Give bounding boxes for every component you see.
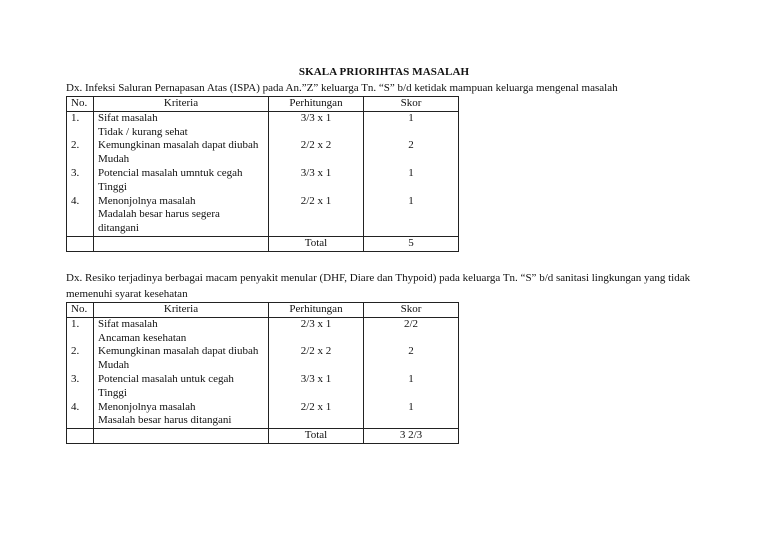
table-row-sub <box>67 332 459 346</box>
table-row-sub <box>67 153 459 167</box>
diagnosis-2 <box>66 270 716 302</box>
row-skor: 2 <box>364 139 459 153</box>
row-skor: 1 <box>364 195 459 209</box>
table-total-row <box>67 236 459 251</box>
row-sub: Mudah <box>94 359 269 373</box>
table-row <box>67 139 459 153</box>
row-no: 4. <box>67 195 94 209</box>
row-kriteria: Sifat masalah <box>94 317 269 331</box>
header-kriteria: Kriteria <box>94 303 269 318</box>
row-sub: Madalah besar harus segera <box>94 208 269 222</box>
row-perhitungan: 2/2 x 1 <box>269 195 364 209</box>
page-title: SKALA PRIORIHTAS MASALAH <box>298 66 470 78</box>
row-kriteria: Menonjolnya masalah <box>94 401 269 415</box>
row-sub: Masalah besar harus ditangani <box>94 414 269 428</box>
table-row-sub <box>67 181 459 195</box>
row-no: 3. <box>67 167 94 181</box>
row-no: 1. <box>67 317 94 331</box>
table-row <box>67 401 459 415</box>
row-kriteria: Menonjolnya masalah <box>94 195 269 209</box>
total-value: 3 2/3 <box>364 429 459 444</box>
table-row <box>67 111 459 125</box>
row-no: 1. <box>67 111 94 125</box>
diagnosis-1: Dx. Infeksi Saluran Pernapasan Atas (ISPA) pada An.”Z” keluarga Tn. “S” b/d ketidak mampuan keluarga mengenal masalah <box>66 82 618 94</box>
row-perhitungan: 3/3 x 1 <box>269 167 364 181</box>
row-skor: 2 <box>364 345 459 359</box>
row-no: 3. <box>67 373 94 387</box>
total-label: Total <box>269 429 364 444</box>
row-sub-2: ditangani <box>94 222 269 236</box>
row-kriteria: Potencial masalah umntuk cegah <box>94 167 269 181</box>
priority-table-1 <box>66 96 459 252</box>
diagnosis-2-line-1: Dx. Resiko terjadinya berbagai macam penyakit menular (DHF, Diare dan Thypoid) pada keluarga Tn. “S” b/d sanitasi lingkungan yang tidak <box>66 272 691 284</box>
row-kriteria: Kemungkinan masalah dapat diubah <box>94 139 269 153</box>
diagnosis-2-line-2: memenuhi syarat kesehatan <box>66 288 188 300</box>
row-perhitungan: 2/2 x 1 <box>269 401 364 415</box>
priority-table-2 <box>66 302 459 444</box>
table-header-row <box>67 303 459 318</box>
table-row <box>67 373 459 387</box>
header-skor: Skor <box>364 303 459 318</box>
row-kriteria: Sifat masalah <box>94 111 269 125</box>
table-row-sub <box>67 359 459 373</box>
row-kriteria: Kemungkinan masalah dapat diubah <box>94 345 269 359</box>
row-skor: 1 <box>364 373 459 387</box>
row-kriteria: Potencial masalah untuk cegah <box>94 373 269 387</box>
row-skor: 2/2 <box>364 317 459 331</box>
header-perhitungan: Perhitungan <box>269 303 364 318</box>
table-row-sub <box>67 222 459 236</box>
row-sub: Ancaman kesehatan <box>94 332 269 346</box>
total-value: 5 <box>364 236 459 251</box>
row-skor: 1 <box>364 111 459 125</box>
header-kriteria: Kriteria <box>94 97 269 112</box>
table-total-row <box>67 429 459 444</box>
table-row <box>67 345 459 359</box>
table-row-sub <box>67 208 459 222</box>
row-no: 2. <box>67 139 94 153</box>
row-perhitungan: 2/2 x 2 <box>269 139 364 153</box>
table-row <box>67 195 459 209</box>
row-sub: Tidak / kurang sehat <box>94 126 269 140</box>
header-no: No. <box>67 97 94 112</box>
row-perhitungan: 2/3 x 1 <box>269 317 364 331</box>
header-no: No. <box>67 303 94 318</box>
row-perhitungan: 3/3 x 1 <box>269 373 364 387</box>
row-no: 4. <box>67 401 94 415</box>
row-no: 2. <box>67 345 94 359</box>
row-skor: 1 <box>364 167 459 181</box>
row-perhitungan: 3/3 x 1 <box>269 111 364 125</box>
row-sub: Mudah <box>94 153 269 167</box>
header-skor: Skor <box>364 97 459 112</box>
table-row-sub <box>67 387 459 401</box>
header-perhitungan: Perhitungan <box>269 97 364 112</box>
total-label: Total <box>269 236 364 251</box>
table-row-sub <box>67 414 459 428</box>
table-row-sub <box>67 126 459 140</box>
table-header-row <box>67 97 459 112</box>
row-skor: 1 <box>364 401 459 415</box>
row-sub: Tinggi <box>94 181 269 195</box>
table-row <box>67 317 459 331</box>
table-row <box>67 167 459 181</box>
row-perhitungan: 2/2 x 2 <box>269 345 364 359</box>
row-sub: Tinggi <box>94 387 269 401</box>
